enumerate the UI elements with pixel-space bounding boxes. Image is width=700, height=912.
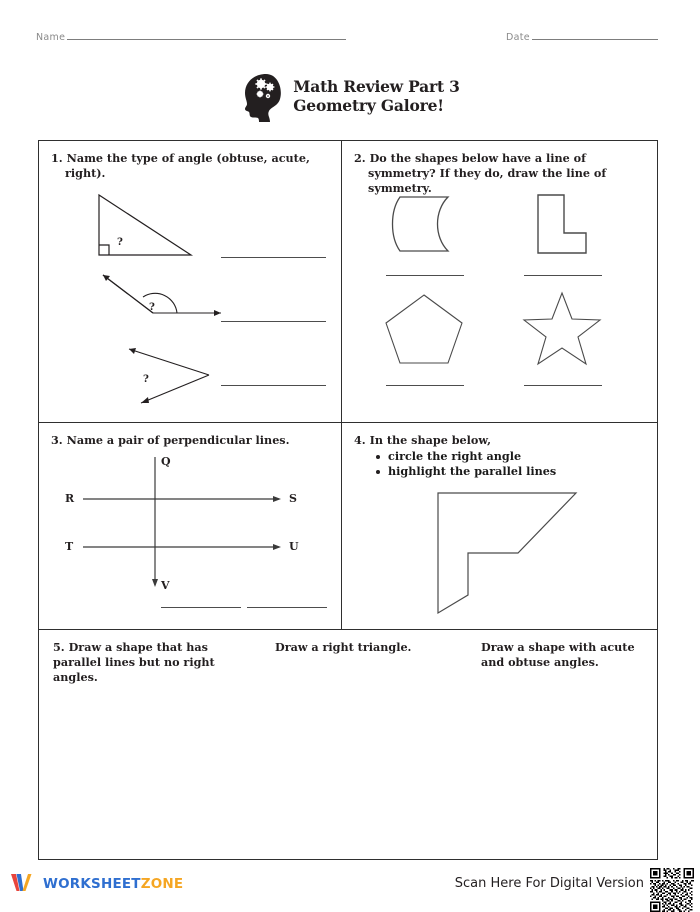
crescent-shape-figure [384,193,464,255]
obtuse-angle-figure [87,269,232,327]
question-4-bullet-1: circle the right angle [376,449,645,464]
question-2-text-line-2: If they do, draw the line of symmetry. [368,165,607,195]
name-input-rule[interactable] [67,30,346,40]
question-5-cell [39,630,657,859]
grid-row-3 [39,630,657,859]
grid-row-1 [39,141,657,423]
title-line-1: Math Review Part 3 [293,77,460,97]
question-1-answer-line-2[interactable] [221,321,326,322]
question-2-answer-line-1[interactable] [386,275,464,276]
worksheet-grid [38,140,658,860]
question-4-number: 4. [354,433,366,447]
diagram-label-u: U [289,540,299,553]
diagram-label-r: R [65,492,75,505]
date-input-rule[interactable] [532,30,658,40]
question-2-text-line-1: Do the shapes below have a line of symmetry? [368,151,586,180]
question-4-text: In the shape below, [369,433,491,447]
question-2-cell [342,141,657,422]
worksheet-zone-w-mark-icon [10,872,36,896]
question-1-answer-line-3[interactable] [221,385,326,386]
question-5-text-a-line-3: angles. [53,669,98,684]
date-label: Date [506,32,530,43]
question-5-number: 5. [53,640,65,654]
obtuse-angle-question-mark: ? [149,302,155,313]
date-field[interactable] [506,30,658,43]
question-1-number: 1. [51,151,63,165]
student-info-row [0,30,700,52]
perpendicular-lines-diagram [57,449,319,599]
question-3-number: 3. [51,433,63,447]
notched-chevron-polygon-figure [426,485,596,617]
worksheet-zone-logo[interactable] [10,872,183,896]
right-triangle-figure [91,189,201,264]
qr-code-icon[interactable] [650,868,694,912]
brand-text-zone: ZONE [140,876,184,892]
right-triangle-question-mark: ? [117,237,123,248]
acute-angle-figure [87,337,232,409]
question-3-cell [39,423,342,629]
question-3-answer-line-2[interactable] [247,607,327,608]
title-line-2: Geometry Galore! [293,96,444,115]
question-1-cell [39,141,342,422]
question-2-answer-line-3[interactable] [386,385,464,386]
pentagon-shape-figure [382,289,466,367]
diagram-label-v: V [161,579,170,592]
name-label: Name [36,32,66,43]
question-5-text-a-line-2: parallel lines but no right [53,654,215,669]
question-4-bullet-list [376,449,645,480]
scan-prompt-text: Scan Here For Digital Version [454,876,644,891]
diagram-label-q: Q [161,455,171,468]
worksheet-title-block [0,72,700,122]
question-5-prompt-c [481,640,646,670]
question-4-cell [342,423,657,629]
question-1-answer-line-1[interactable] [221,257,326,258]
question-1-text: Name the type of angle (obtuse, acute, right). [65,151,310,180]
brand-text-worksheet: WORKSHEET [43,876,141,892]
worksheet-zone-wordmark [43,876,183,892]
diagram-label-s: S [289,492,297,505]
question-3-prompt [51,433,329,448]
question-5-prompt-b: Draw a right triangle. [275,640,412,654]
question-2-answer-line-4[interactable] [524,385,602,386]
question-2-prompt [354,151,645,196]
question-5-text-c-line-2: and obtuse angles. [481,654,599,669]
star-shape-figure [522,289,602,367]
footer [0,868,700,906]
brain-head-gears-icon [240,72,284,122]
question-5-prompt-a [53,640,223,685]
name-field[interactable] [36,30,346,43]
question-1-prompt [51,151,329,181]
question-4-prompt [354,433,645,448]
question-3-text: Name a pair of perpendicular lines. [66,433,290,447]
question-5-drawing-area[interactable] [53,708,645,848]
grid-row-2 [39,423,657,630]
question-2-answer-line-2[interactable] [524,275,602,276]
question-2-number: 2. [354,151,366,165]
question-5-text-a-line-1: Draw a shape that has [68,640,208,654]
question-5-text-c-line-1: Draw a shape with acute [481,640,635,654]
l-shape-figure [530,191,590,257]
question-4-bullet-2: highlight the parallel lines [376,464,645,479]
diagram-label-t: T [65,540,74,553]
acute-angle-question-mark: ? [143,374,149,385]
question-3-answer-line-1[interactable] [161,607,241,608]
